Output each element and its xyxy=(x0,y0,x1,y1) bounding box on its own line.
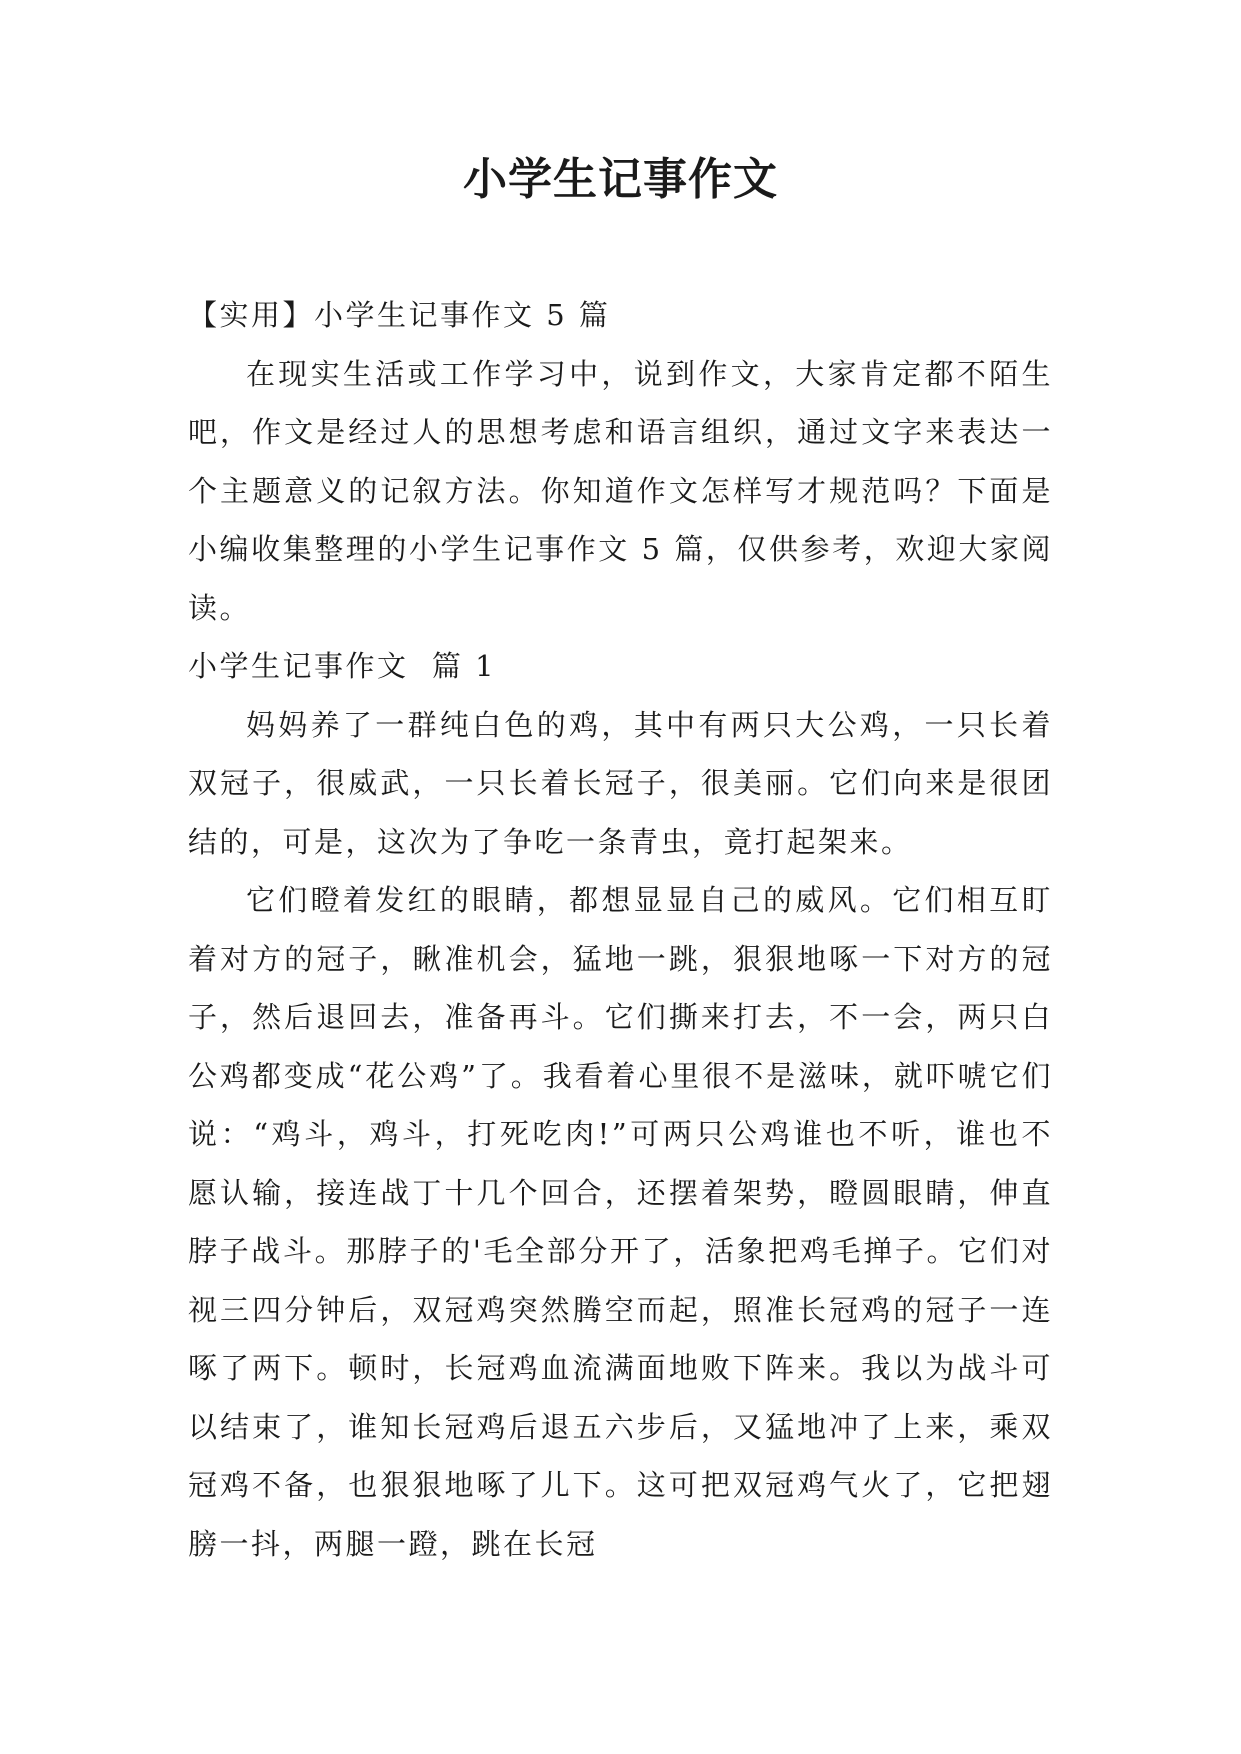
document-body xyxy=(188,286,1053,1573)
document-subtitle: 【实用】小学生记事作文 5 篇 xyxy=(188,298,611,332)
intro-paragraph: 在现实生活或工作学习中，说到作文，大家肯定都不陌生吧，作文是经过人的思想考虑和语言组织，通过文字来表达一个主题意义的记叙方法。你知道作文怎样写才规范吗？下面是小编收集整理的小学生记事作文 5 篇，仅供参考，欢迎大家阅读。 xyxy=(188,356,1053,625)
body-paragraph-1: 妈妈养了一群纯白色的鸡，其中有两只大公鸡，一只长着双冠子，很威武，一只长着长冠子，很美丽。它们向来是很团结的，可是，这次为了争吃一条青虫，竟打起架来。 xyxy=(188,707,1053,859)
document-title: 小学生记事作文 xyxy=(463,154,778,205)
section-heading: 小学生记事作文 篇 1 xyxy=(188,649,497,683)
body-paragraph-2: 它们瞪着发红的眼睛，都想显显自己的威风。它们相互盯着对方的冠子，瞅准机会，猛地一跳，狠狠地啄一下对方的冠子，然后退回去，准备再斗。它们撕来打去，不一会，两只白公鸡都变成“花公鸡”了。我看着心里很不是滋味，就吓唬它们说：“鸡斗，鸡斗，打死吃肉!”可两只公鸡谁也不听，谁也不愿认输，接连战丁十几个回合，还摆着架势，瞪圆眼睛，伸直脖子战斗。那脖子的'毛全部分开了，活象把鸡毛掸子。它们对视三四分钟后，双冠鸡突然腾空而起，照准长冠鸡的冠子一连啄了两下。顿时，长冠鸡血流满面地败下阵来。我以为战斗可以结束了，谁知长冠鸡后退五六步后，又猛地冲了上来，乘双冠鸡不备，也狠狠地啄了儿下。这可把双冠鸡气火了，它把翅膀一抖，两腿一蹬，跳在长冠 xyxy=(188,883,1053,1561)
